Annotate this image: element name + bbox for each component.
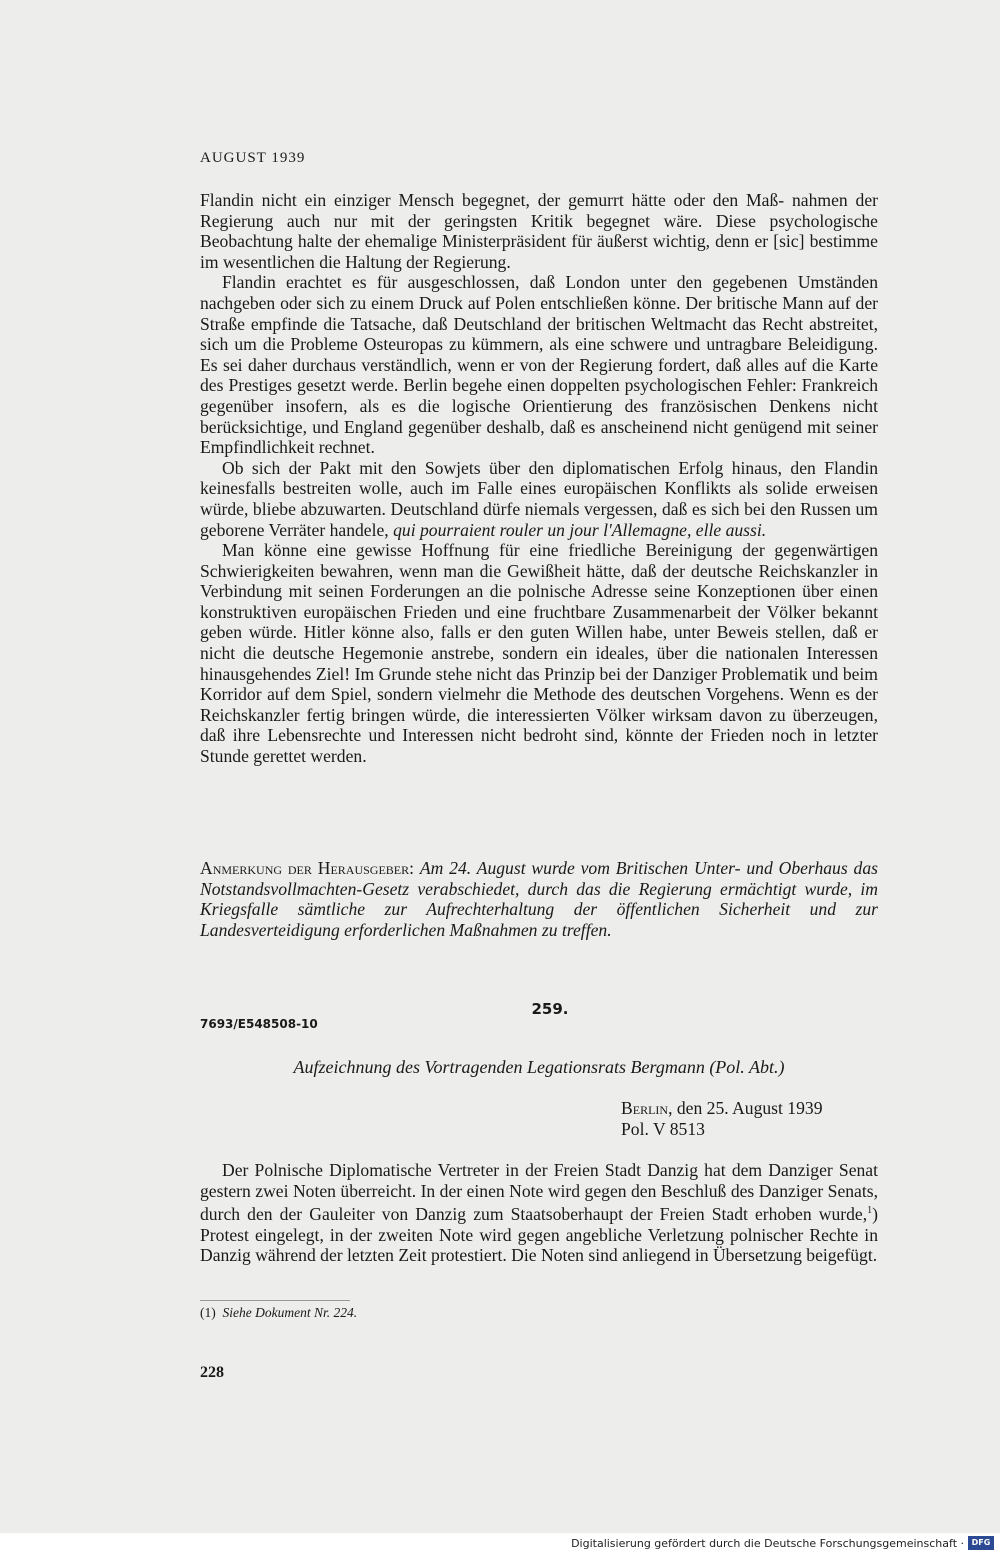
paragraph-text: Der Polnische Diplomatische Vertreter in der Freien Stadt Danzig hat dem Danziger Senat gestern zwei Noten überreicht. In der einen Note wird gegen den Beschluß des Danziger Senats, durch den der Gauleiter von Danzig zum Staatsoberhaupt der Freien Stadt erhoben wurde, [200,1160,878,1225]
paragraph [200,458,878,540]
dfg-logo-icon: DFG [968,1536,994,1550]
film-reference: 7693/E548508-10 [200,1017,318,1031]
dateline-place: Berlin [621,1098,669,1118]
credit-bar [0,1533,1000,1554]
footnote-marker: (1) [200,1305,216,1320]
editors-note [200,858,878,940]
dateline [621,1098,823,1139]
dateline-place-date [621,1098,823,1119]
paragraph: Flandin nicht ein einziger Mensch begegnet, der gemurrt hätte oder den Maß- nahmen der Regierung auch nur mit der geringsten Kritik begegnet wäre. Diese psychologische Beobachtung halte der ehemalige Ministerpräsident für äußerst wichtig, denn er [sic] bestimme im wesentlichen die Haltung der Regierung. [200,190,878,272]
body-text [200,190,878,767]
french-quote: qui pourraient rouler un jour l'Allemagne, elle aussi. [393,519,767,540]
paragraph-text: Ob sich der Pakt mit den Sowjets über den diplomatischen Erfolg hinaus, den Flandin keinesfalls bestreiten wolle, auch im Falle eines europäischen Konflikts als solide erweisen würde, bliebe abzuwarten. Deutschland dürfe niemals vergessen, daß es sich bei den Russen um geborene Verräter handele, [200,457,878,540]
editors-note-label: Anmerkung der Herausgeber: [200,858,415,878]
footnote-text: Siehe Dokument Nr. 224. [222,1305,358,1320]
editors-note-text: Am 24. August wurde vom Britischen Unter- und Oberhaus das Notstandsvollmachten-Gesetz verabschiedet, durch das die Regierung ermächtigt wurde, im Kriegsfalle sämtliche zur Aufrechterhaltung der öffentlichen Sicherheit und zur Landesverteidigung erforderlichen Maßnahmen zu treffen. [200,858,878,940]
footnote-divider [200,1300,350,1301]
footnote-reference: 1 [867,1205,873,1217]
document-number: 259. [531,1000,569,1018]
credit-text: Digitalisierung gefördert durch die Deutsche Forschungsgemeinschaft · [571,1537,964,1550]
document-body [200,1160,878,1266]
running-head: AUGUST 1939 [200,150,306,166]
paragraph-text: Protest eingelegt, in der zweiten Note wird gegen angebliche Verletzung polnischer Rechte in Danzig während der letzten Zeit protestiert. Die Noten sind anliegend in Übersetzung beigefügt. [200,1224,878,1266]
footnote [200,1305,357,1321]
dateline-reference: Pol. V 8513 [621,1118,705,1139]
paragraph: Man könne eine gewisse Hoffnung für eine friedliche Bereinigung der gegenwärtigen Schwierigkeiten bewahren, wenn man die Gewißheit hätte, daß der deutsche Reichskanzler in Verbindung mit seinen Forderungen an die polnische Adresse seine Konzeptionen über einen konstruktiven europäischen Frieden und eine fruchtbare Zusammenarbeit der Völker bekannt geben würde. Hitler könne also, falls er den guten Willen habe, unter Beweis stellen, daß er nicht die deutsche Hegemonie anstrebe, sondern ein ideales, über die nationalen Interessen hinausgehendes Ziel! Im Grunde stehe nicht das Prinzip bei der Danziger Problematik und beim Korridor auf dem Spiel, sondern vielmehr die Methode des deutschen Vorgehens. Wenn es der Reichskanzler fertig bringen würde, die interessierten Völker wirksam davon zu überzeugen, daß ihre Lebensrechte und Interessen nicht bedroht sind, könnte der Frieden noch in letzter Stunde gerettet werden. [200,540,878,767]
dateline-date: , den 25. August 1939 [668,1098,823,1118]
paragraph: Flandin erachtet es für ausgeschlossen, daß London unter den gegebenen Umständen nachgeben oder sich zu einem Druck auf Polen entschließen könne. Der britische Mann auf der Straße empfinde die Tatsache, daß Deutschland der britischen Weltmacht das Recht abstreitet, sich um die Probleme Osteuropas zu kümmern, als eine schwere und untragbare Beleidigung. Es sei daher durchaus verständlich, wenn er von der Regierung fordert, daß alles auf die Karte des Prestiges gesetzt werde. Berlin begehe einen doppelten psychologischen Fehler: Frankreich gegenüber insofern, als es die logische Orientierung des französischen Denkens nicht berücksichtige, und England gegenüber deshalb, daß es anscheinend nicht genügend mit seiner Empfindlichkeit rechnet. [200,272,878,458]
paragraph: Der Polnische Diplomatische Vertreter in der Freien Stadt Danzig hat dem Danziger Senat gestern zwei Noten überreicht. In der einen Note wird gegen den Beschluß des Danziger Senats, durch den der Gauleiter von Danzig zum Staatsoberhaupt der Freien Stadt erhoben wurde,$^1$) Protest eingelegt, in der zweiten Note wird gegen angebliche Verletzung polnischer Rechte in Danzig während der letzten Zeit protestiert. Die Noten sind anliegend in Übersetzung beigefügt. [200,1160,878,1266]
document-title: Aufzeichnung des Vortragenden Legationsrats Bergmann (Pol. Abt.) [293,1057,785,1077]
page-number: 228 [200,1364,224,1381]
